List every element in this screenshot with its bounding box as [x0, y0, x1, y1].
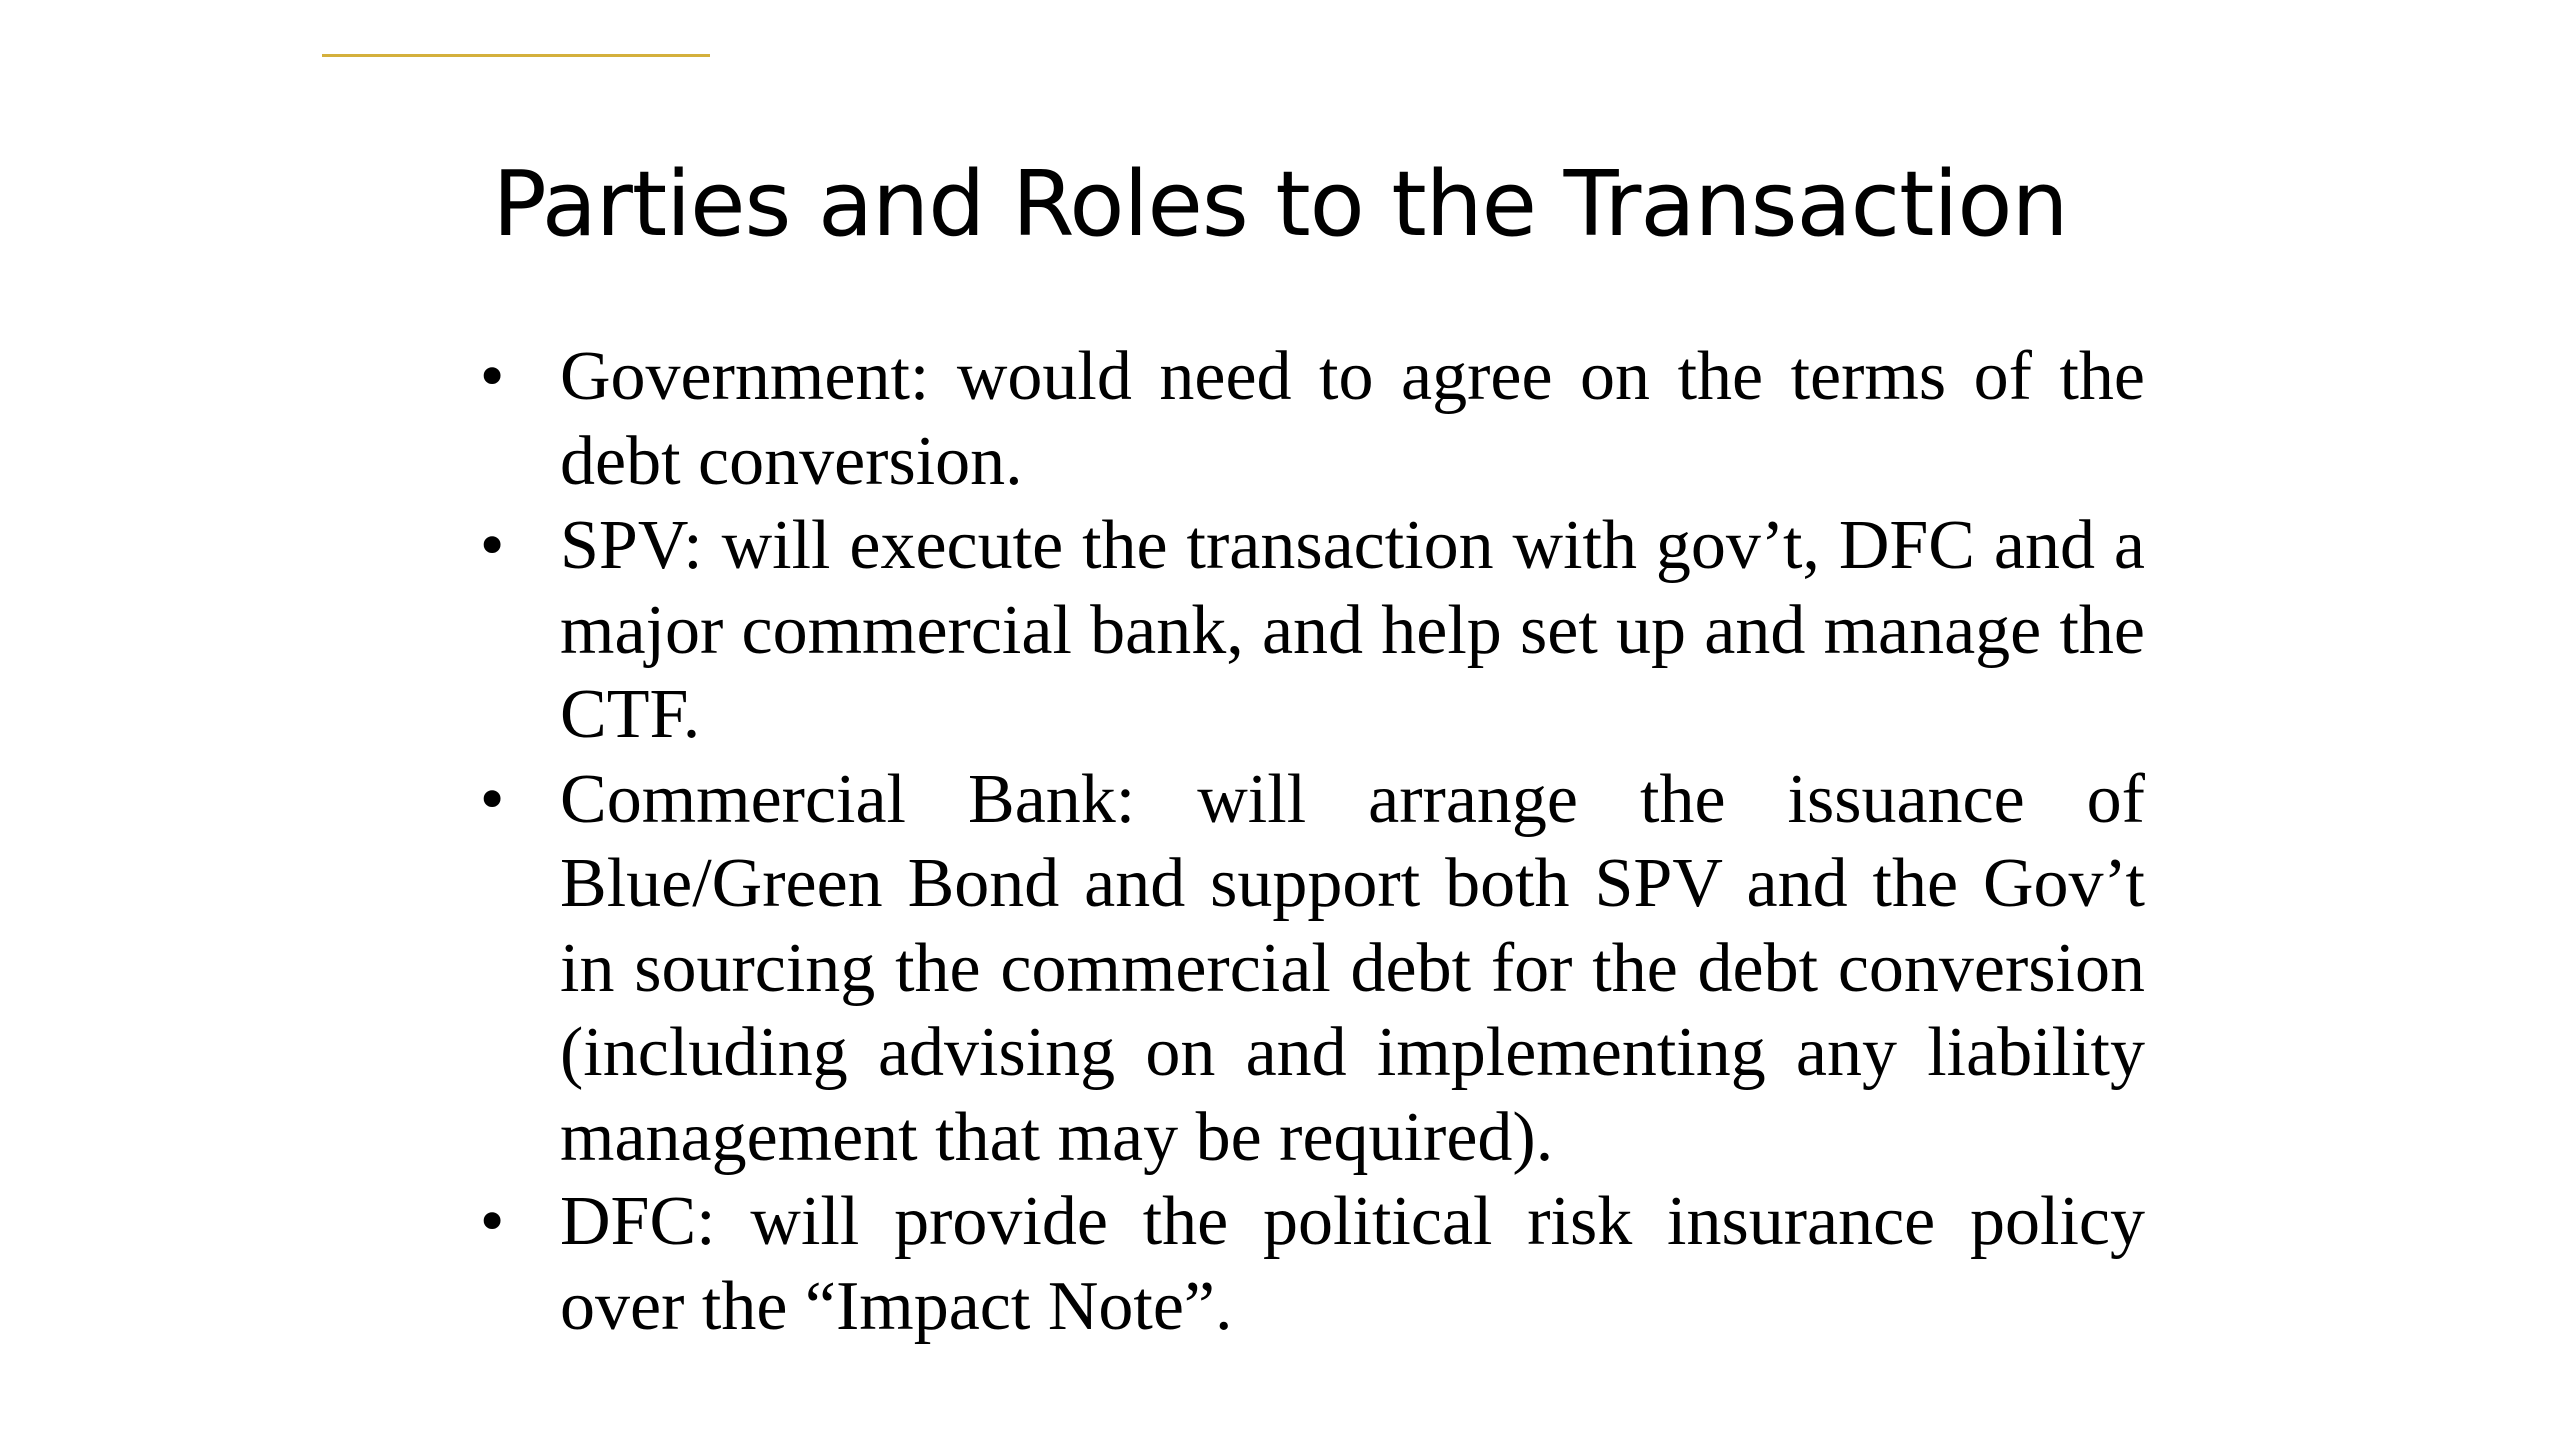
bullet-icon: • [475, 765, 510, 834]
bullet-list [475, 335, 2145, 1349]
bullet-text: DFC: will provide the political risk insurance policy over the “Impact Note”. [560, 1183, 2145, 1345]
accent-line [322, 54, 710, 57]
bullet-text: Commercial Bank: will arrange the issuance of Blue/Green Bond and support both SPV and the Gov’t in sourcing the commercial debt for the debt conversion (including advising on and implementing any liability management that may be required). [560, 760, 2145, 1176]
bullet-icon: • [475, 512, 510, 580]
bullet-item-government [475, 335, 2145, 504]
bullet-text: Government: would need to agree on the terms of the debt conversion. [560, 338, 2145, 500]
bullet-item-dfc [475, 1180, 2145, 1349]
bullet-icon: • [475, 1188, 510, 1256]
bullet-item-spv [475, 504, 2145, 758]
bullet-icon: • [475, 343, 510, 411]
bullet-text: SPV: will execute the transaction with gov’t, DFC and a major commercial bank, and help set up and manage the CTF. [560, 507, 2145, 753]
slide-title: Parties and Roles to the Transaction [492, 152, 2068, 257]
bullet-item-commercial-bank [475, 758, 2145, 1181]
